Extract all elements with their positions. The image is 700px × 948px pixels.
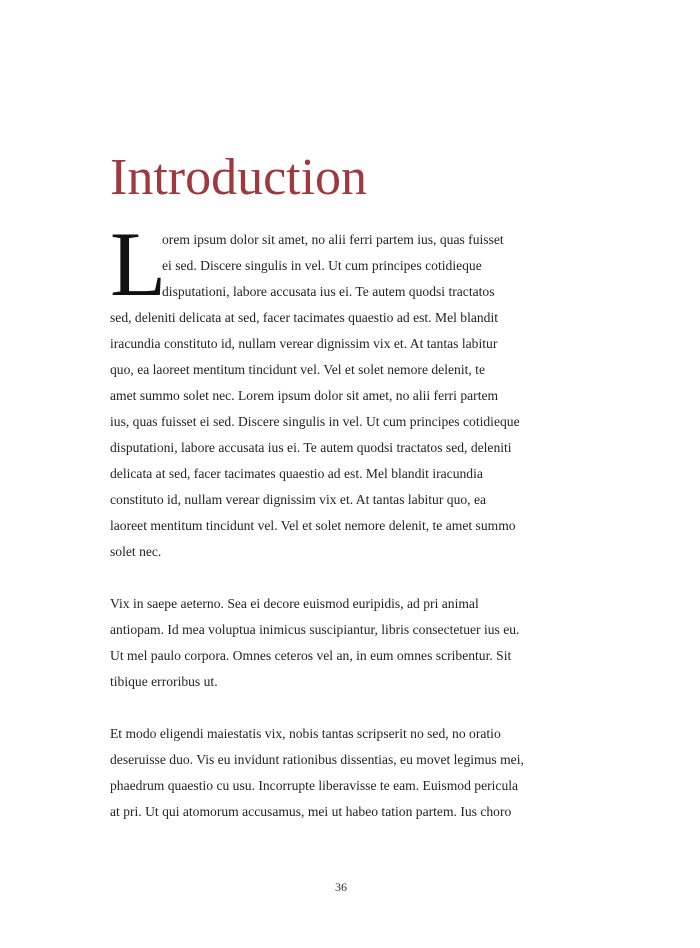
body-text bbox=[110, 227, 580, 825]
paragraph-3 bbox=[110, 721, 580, 825]
text-line: laoreet mentitum tincidunt vel. Vel et solet nemore delenit, te amet summo bbox=[110, 518, 516, 533]
text-line: disputationi, labore accusata ius ei. Te autem quodsi tractatos bbox=[162, 284, 495, 299]
text-line: quo, ea laoreet mentitum tincidunt vel. Vel et solet nemore delenit, te bbox=[110, 362, 485, 377]
text-line: tibique erroribus ut. bbox=[110, 674, 218, 689]
text-line: Ut mel paulo corpora. Omnes ceteros vel an, in eum omnes scribentur. Sit bbox=[110, 648, 512, 663]
page-title: Introduction bbox=[110, 149, 368, 206]
text-line: phaedrum quaestio cu usu. Incorrupte liberavisse te eam. Euismod pericula bbox=[110, 778, 519, 793]
text-line: amet summo solet nec. Lorem ipsum dolor sit amet, no alii ferri partem bbox=[110, 388, 499, 403]
text-line: orem ipsum dolor sit amet, no alii ferri partem ius, quas fuisset bbox=[162, 232, 504, 247]
text-line: sed, deleniti delicata at sed, facer tacimates quaestio ad est. Mel blandit bbox=[110, 310, 499, 325]
text-line: Vix in saepe aeterno. Sea ei decore euismod euripidis, ad pri animal bbox=[110, 596, 479, 611]
text-line: delicata at sed, facer tacimates quaestio ad est. Mel blandit iracundia bbox=[110, 466, 483, 481]
paragraph-1 bbox=[110, 227, 580, 565]
paragraph-2 bbox=[110, 591, 580, 695]
text-line: ei sed. Discere singulis in vel. Ut cum principes cotidieque bbox=[162, 258, 482, 273]
drop-cap: L bbox=[110, 213, 167, 315]
text-line: solet nec. bbox=[110, 544, 162, 559]
page-number: 36 bbox=[335, 880, 347, 894]
text-line: constituto id, nullam verear dignissim vix et. At tantas labitur quo, ea bbox=[110, 492, 487, 507]
text-line: ius, quas fuisset ei sed. Discere singulis in vel. Ut cum principes cotidieque bbox=[110, 414, 520, 429]
paragraph-gap bbox=[110, 565, 580, 591]
text-line: antiopam. Id mea voluptua inimicus suscipiantur, libris consectetuer ius eu. bbox=[110, 622, 520, 637]
text-line: iracundia constituto id, nullam verear dignissim vix et. At tantas labitur bbox=[110, 336, 498, 351]
text-line: deseruisse duo. Vis eu invidunt rationibus dissentias, eu movet legimus mei, bbox=[110, 752, 524, 767]
text-line: at pri. Ut qui atomorum accusamus, mei ut habeo tation partem. Ius choro bbox=[110, 804, 512, 819]
paragraph-gap bbox=[110, 695, 580, 721]
text-line: disputationi, labore accusata ius ei. Te autem quodsi tractatos sed, deleniti bbox=[110, 440, 512, 455]
text-line: Et modo eligendi maiestatis vix, nobis tantas scripserit no sed, no oratio bbox=[110, 726, 501, 741]
